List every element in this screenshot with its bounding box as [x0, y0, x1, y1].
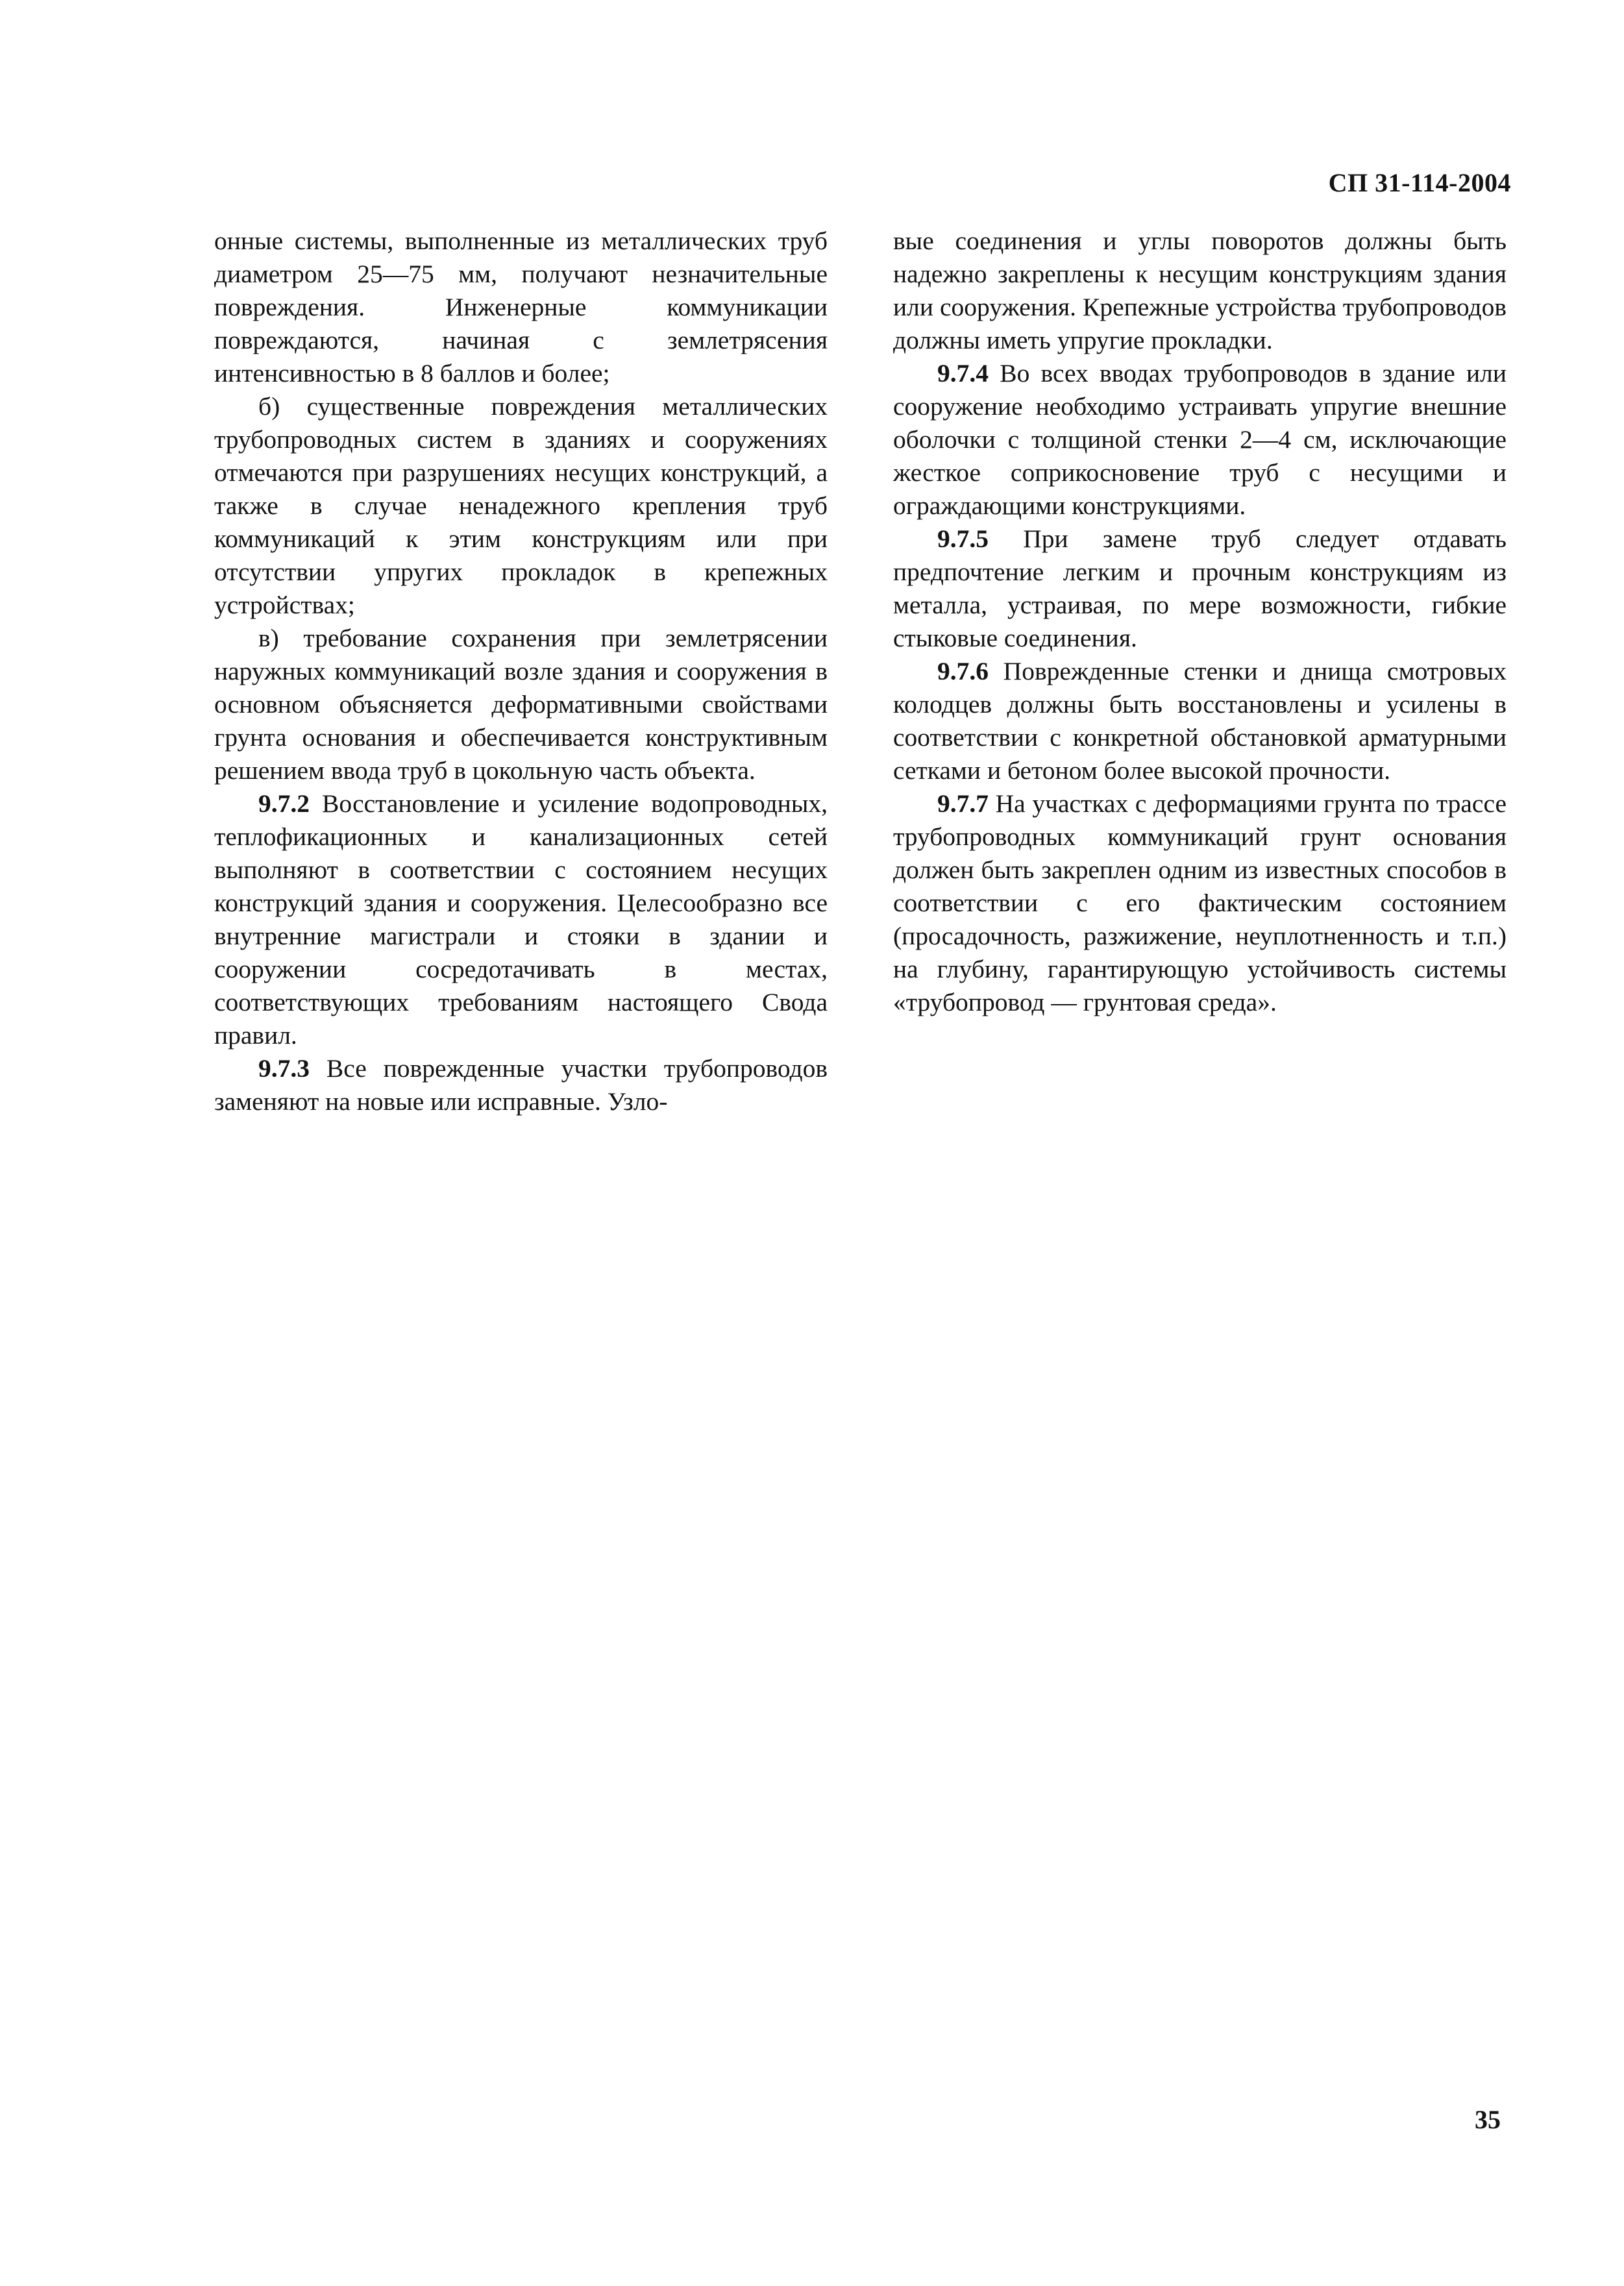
paragraph-text: вые соединения и углы поворотов должны быть надежно закреплены к несущим конструкциям здания или сооружения. Крепежные устройства трубопроводов должны иметь упругие прокладки. [893, 227, 1507, 354]
clause-9-7-4 [893, 357, 1507, 522]
paragraph-continuation [214, 225, 828, 390]
paragraph-item-v [214, 622, 828, 787]
paragraph-continuation [893, 225, 1507, 357]
paragraph-text: Все поврежденные участки трубопроводов заменяют на новые или исправные. Узло- [214, 1054, 828, 1116]
clause-number: 9.7.4 [937, 359, 989, 387]
paragraph-text: б) существенные повреждения металлических трубопроводных систем в зданиях и сооружениях отмечаются при разрушениях несущих конструкций, а также в случае ненадежного крепления труб коммуникаций к этим конструкциям или при отсутствии упругих прокладок в крепежных устройствах; [214, 392, 828, 619]
right-text-column [893, 225, 1507, 1019]
page-number: 35 [1475, 2105, 1501, 2134]
paragraph-text: Поврежденные стенки и днища смотровых колодцев должны быть восстановлены и усилены в соответствии с конкретной обстановкой арматурными сетками и бетоном более высокой прочности. [893, 657, 1507, 785]
clause-9-7-3 [214, 1052, 828, 1118]
clause-number: 9.7.2 [258, 789, 310, 818]
page-header-code: СП 31-114-2004 [1328, 168, 1511, 197]
clause-number: 9.7.6 [937, 657, 989, 685]
clause-9-7-5 [893, 522, 1507, 655]
paragraph-text: в) требование сохранения при землетрясении наружных коммуникаций возле здания и сооружения в основном объясняется деформативными свойствами грунта основания и обеспечивается конструктивным решением ввода труб в цокольную часть объекта. [214, 624, 828, 785]
clause-9-7-2 [214, 787, 828, 1052]
clause-number: 9.7.3 [258, 1054, 310, 1083]
paragraph-text: Восстановление и усиление водопроводных, теплофикационных и канализационных сетей выполняют в соответствии с состоянием несущих конструкций здания и сооружения. Целесообразно все внутренние магистрали и стояки в здании и сооружении сосредотачивать в местах, соответствующих требованиям настоящего Свода правил. [214, 789, 828, 1050]
paragraph-item-b [214, 390, 828, 622]
clause-number: 9.7.5 [937, 524, 989, 553]
paragraph-text: онные системы, выполненные из металлических труб диаметром 25—75 мм, получают незначительные повреждения. Инженерные коммуникации повреждаются, начиная с землетрясения интенсивностью в 8 баллов и более; [214, 227, 828, 387]
clause-9-7-6 [893, 655, 1507, 787]
left-text-column [214, 225, 828, 1118]
clause-9-7-7 [893, 787, 1507, 1019]
paragraph-text: При замене труб следует отдавать предпочтение легким и прочным конструкциям из металла, устраивая, по мере возможности, гибкие стыковые соединения. [893, 524, 1507, 652]
clause-number: 9.7.7 [937, 789, 989, 818]
paragraph-text: Во всех вводах трубопроводов в здание или сооружение необходимо устраивать упругие внешние оболочки с толщиной стенки 2—4 см, исключающие жесткое соприкосновение труб с несущими и ограждающими конструкциями. [893, 359, 1507, 520]
paragraph-text: На участках с деформациями грунта по трассе трубопроводных коммуникаций грунт основания должен быть закреплен одним из известных способов в соответствии с его фактическим состоянием (просадочность, разжижение, неуплотненность и т.п.) на глубину, гарантирующую устойчивость системы «трубопровод — грунтовая среда». [893, 789, 1507, 1016]
